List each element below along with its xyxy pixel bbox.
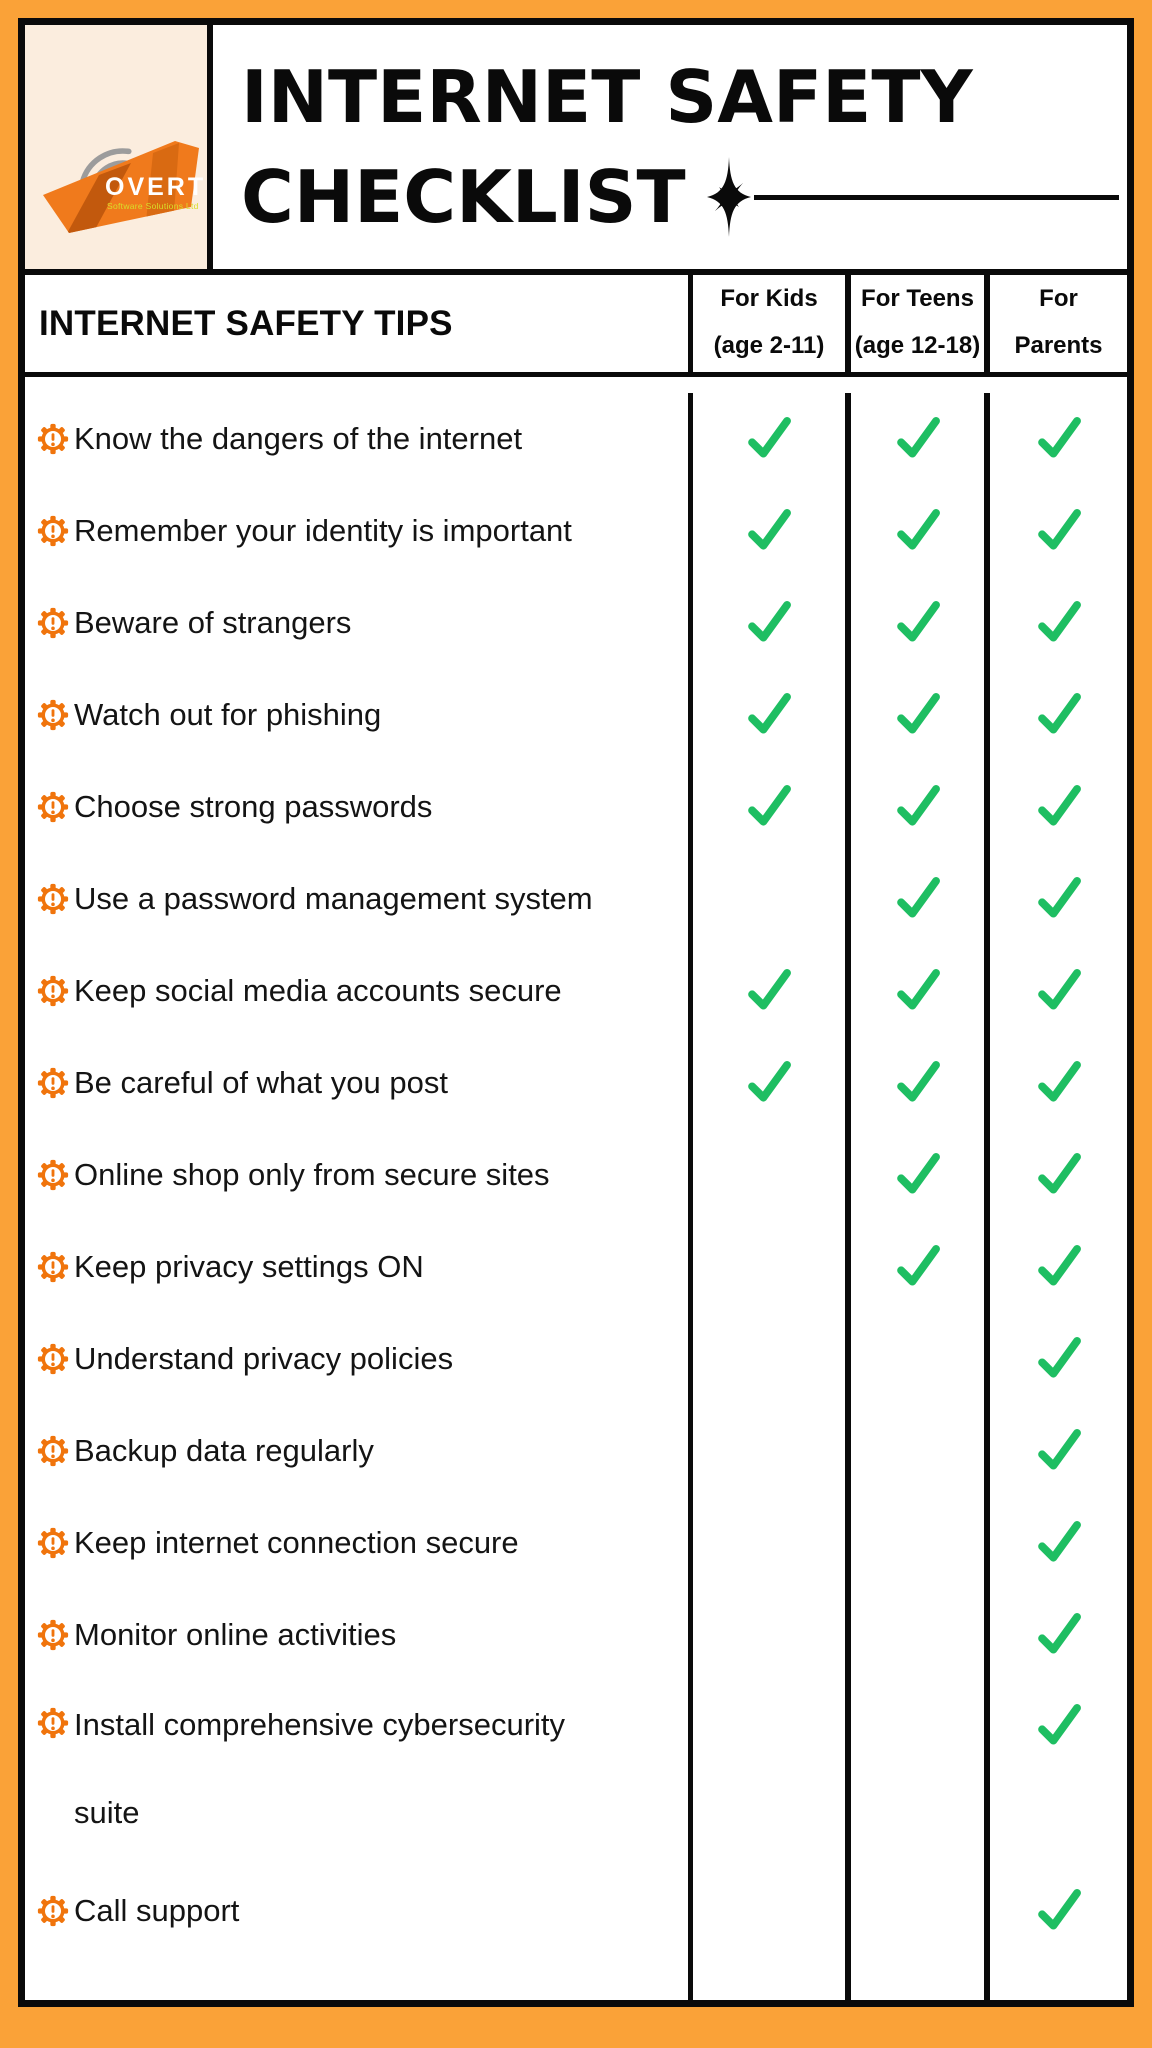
kids-check-cell	[688, 393, 845, 485]
checklist-row	[25, 1405, 1127, 1497]
header-band	[25, 25, 1127, 275]
kids-check-cell	[688, 1497, 845, 1589]
teens-check-cell	[845, 577, 990, 669]
parents-check-cell	[990, 945, 1127, 1037]
checklist-item	[25, 1313, 688, 1405]
warning-gear-icon	[37, 423, 69, 455]
green-checkmark-icon	[1032, 1332, 1086, 1386]
checklist-row	[25, 1129, 1127, 1221]
checklist-body	[25, 377, 1127, 2000]
warning-gear-icon	[37, 975, 69, 1007]
checklist-item-label: Keep privacy settings ON	[74, 1249, 424, 1284]
teens-check-cell	[845, 761, 990, 853]
checklist-item	[25, 1497, 688, 1589]
title-block	[213, 25, 1127, 269]
tips-column-header: INTERNET SAFETY TIPS	[39, 303, 453, 343]
green-checkmark-icon	[742, 964, 796, 1018]
checklist-item-label: Be careful of what you post	[74, 1065, 448, 1100]
title-horizontal-rule	[754, 195, 1119, 200]
checklist-item-label: Use a password management system	[74, 881, 593, 916]
checklist-row	[25, 1221, 1127, 1313]
warning-gear-icon	[37, 1619, 69, 1651]
parents-check-cell	[990, 393, 1127, 485]
checklist-row	[25, 1037, 1127, 1129]
checklist-row	[25, 669, 1127, 761]
teens-check-cell	[845, 1037, 990, 1129]
sparkle-star-icon	[706, 155, 752, 239]
kids-check-cell	[688, 1405, 845, 1497]
warning-gear-icon	[37, 1707, 69, 1739]
green-checkmark-icon	[1032, 964, 1086, 1018]
teens-check-cell	[845, 1221, 990, 1313]
kids-check-cell	[688, 1681, 845, 1865]
checklist-item	[25, 1037, 688, 1129]
checklist-item	[25, 1129, 688, 1221]
checklist-item	[25, 853, 688, 945]
warning-gear-icon	[37, 1435, 69, 1467]
checklist-row	[25, 853, 1127, 945]
teens-check-cell	[845, 1681, 990, 1865]
checklist-item	[25, 1589, 688, 1681]
warning-gear-icon	[37, 1251, 69, 1283]
checklist-item	[25, 1221, 688, 1313]
parents-check-cell	[990, 1221, 1127, 1313]
kids-check-cell	[688, 669, 845, 761]
green-checkmark-icon	[742, 1056, 796, 1110]
parents-check-cell	[990, 1405, 1127, 1497]
warning-gear-icon	[37, 607, 69, 639]
parents-check-cell	[990, 1681, 1127, 1865]
checklist-row	[25, 485, 1127, 577]
checklist-item	[25, 485, 688, 577]
checklist-item-label: Remember your identity is important	[74, 513, 572, 548]
checklist-item	[25, 1681, 688, 1865]
checklist-item	[25, 945, 688, 1037]
checklist-item-label: Monitor online activities	[74, 1617, 397, 1652]
kids-check-cell	[688, 853, 845, 945]
green-checkmark-icon	[891, 504, 945, 558]
teens-check-cell	[845, 393, 990, 485]
checklist-item	[25, 761, 688, 853]
parents-check-cell	[990, 1497, 1127, 1589]
green-checkmark-icon	[1032, 1424, 1086, 1478]
parents-column-header	[990, 275, 1127, 372]
green-checkmark-icon	[1032, 1516, 1086, 1570]
green-checkmark-icon	[891, 1148, 945, 1202]
checklist-row	[25, 1497, 1127, 1589]
checklist-item-label: Call support	[74, 1893, 240, 1928]
kids-check-cell	[688, 1313, 845, 1405]
kids-check-cell	[688, 485, 845, 577]
green-checkmark-icon	[1032, 1148, 1086, 1202]
green-checkmark-icon	[742, 412, 796, 466]
checklist-row	[25, 1589, 1127, 1681]
checklist-item-label: Know the dangers of the internet	[74, 421, 523, 456]
parents-check-cell	[990, 761, 1127, 853]
page-title-line2: CHECKLIST	[241, 155, 686, 239]
kids-check-cell	[688, 945, 845, 1037]
teens-check-cell	[845, 1865, 990, 1957]
parents-header-line2: Parents	[1014, 332, 1103, 359]
green-checkmark-icon	[1032, 1056, 1086, 1110]
warning-gear-icon	[37, 1527, 69, 1559]
logo-wordmark: OVERT	[105, 173, 207, 201]
green-checkmark-icon	[1032, 1608, 1086, 1662]
green-checkmark-icon	[891, 596, 945, 650]
table-header-row	[25, 275, 1127, 377]
green-checkmark-icon	[742, 504, 796, 558]
green-checkmark-icon	[742, 688, 796, 742]
teens-check-cell	[845, 1405, 990, 1497]
warning-gear-icon	[37, 1067, 69, 1099]
kids-column-header	[688, 275, 845, 372]
green-checkmark-icon	[1032, 688, 1086, 742]
overt-logo-graphic	[25, 25, 207, 269]
content-frame	[18, 18, 1134, 2007]
kids-check-cell	[688, 1221, 845, 1313]
teens-header-line1: For Teens	[861, 285, 974, 312]
page-title-row2	[241, 147, 1121, 247]
teens-check-cell	[845, 1589, 990, 1681]
checklist-item-label: Beware of strangers	[74, 605, 352, 640]
checklist-item	[25, 393, 688, 485]
green-checkmark-icon	[742, 596, 796, 650]
green-checkmark-icon	[1032, 596, 1086, 650]
parents-check-cell	[990, 853, 1127, 945]
checklist-item-label: Install comprehensive cybersecurity suite	[74, 1707, 566, 1830]
green-checkmark-icon	[1032, 1699, 1086, 1753]
checklist-row	[25, 393, 1127, 485]
teens-check-cell	[845, 1313, 990, 1405]
green-checkmark-icon	[1032, 1884, 1086, 1938]
checklist-item	[25, 577, 688, 669]
checklist-row	[25, 945, 1127, 1037]
green-checkmark-icon	[1032, 872, 1086, 926]
kids-check-cell	[688, 577, 845, 669]
warning-gear-icon	[37, 1895, 69, 1927]
kids-check-cell	[688, 1037, 845, 1129]
teens-check-cell	[845, 485, 990, 577]
green-checkmark-icon	[1032, 504, 1086, 558]
green-checkmark-icon	[1032, 1240, 1086, 1294]
parents-check-cell	[990, 485, 1127, 577]
parents-check-cell	[990, 669, 1127, 761]
green-checkmark-icon	[891, 872, 945, 926]
kids-check-cell	[688, 1865, 845, 1957]
kids-check-cell	[688, 1129, 845, 1221]
green-checkmark-icon	[1032, 412, 1086, 466]
green-checkmark-icon	[891, 780, 945, 834]
table-bottom-filler	[25, 1957, 1127, 2000]
checklist-row	[25, 761, 1127, 853]
teens-check-cell	[845, 945, 990, 1037]
checklist-item-label: Online shop only from secure sites	[74, 1157, 550, 1192]
warning-gear-icon	[37, 515, 69, 547]
parents-check-cell	[990, 1313, 1127, 1405]
kids-check-cell	[688, 761, 845, 853]
checklist-item	[25, 1405, 688, 1497]
warning-gear-icon	[37, 883, 69, 915]
checklist-item-label: Watch out for phishing	[74, 697, 382, 732]
teens-column-header	[845, 275, 990, 372]
checklist-item-label: Choose strong passwords	[74, 789, 433, 824]
checklist-item-label: Keep internet connection secure	[74, 1525, 519, 1560]
teens-check-cell	[845, 669, 990, 761]
page-title-line1: INTERNET SAFETY	[241, 55, 973, 139]
kids-header-line1: For Kids	[720, 285, 818, 312]
checklist-item	[25, 669, 688, 761]
warning-gear-icon	[37, 1343, 69, 1375]
checklist-item-label: Keep social media accounts secure	[74, 973, 562, 1008]
green-checkmark-icon	[1032, 780, 1086, 834]
checklist-item	[25, 1865, 688, 1957]
kids-check-cell	[688, 1589, 845, 1681]
teens-header-line2: (age 12-18)	[854, 332, 981, 359]
checklist-item-label: Understand privacy policies	[74, 1341, 454, 1376]
parents-check-cell	[990, 1589, 1127, 1681]
logo-tagline: Software Solutions Ltd	[107, 201, 199, 211]
teens-check-cell	[845, 1129, 990, 1221]
green-checkmark-icon	[742, 780, 796, 834]
teens-check-cell	[845, 1497, 990, 1589]
parents-check-cell	[990, 1129, 1127, 1221]
checklist-row	[25, 1681, 1127, 1865]
parents-check-cell	[990, 1865, 1127, 1957]
warning-gear-icon	[37, 699, 69, 731]
teens-check-cell	[845, 853, 990, 945]
checklist-row	[25, 1313, 1127, 1405]
kids-header-line2: (age 2-11)	[713, 332, 825, 359]
parents-check-cell	[990, 577, 1127, 669]
warning-gear-icon	[37, 1159, 69, 1191]
warning-gear-icon	[37, 791, 69, 823]
checklist-item-label: Backup data regularly	[74, 1433, 374, 1468]
green-checkmark-icon	[891, 688, 945, 742]
green-checkmark-icon	[891, 1056, 945, 1110]
parents-check-cell	[990, 1037, 1127, 1129]
green-checkmark-icon	[891, 1240, 945, 1294]
logo	[25, 25, 213, 269]
checklist-row	[25, 577, 1127, 669]
checklist-row	[25, 1865, 1127, 1957]
green-checkmark-icon	[891, 412, 945, 466]
parents-header-line1: For	[1039, 285, 1078, 312]
green-checkmark-icon	[891, 964, 945, 1018]
